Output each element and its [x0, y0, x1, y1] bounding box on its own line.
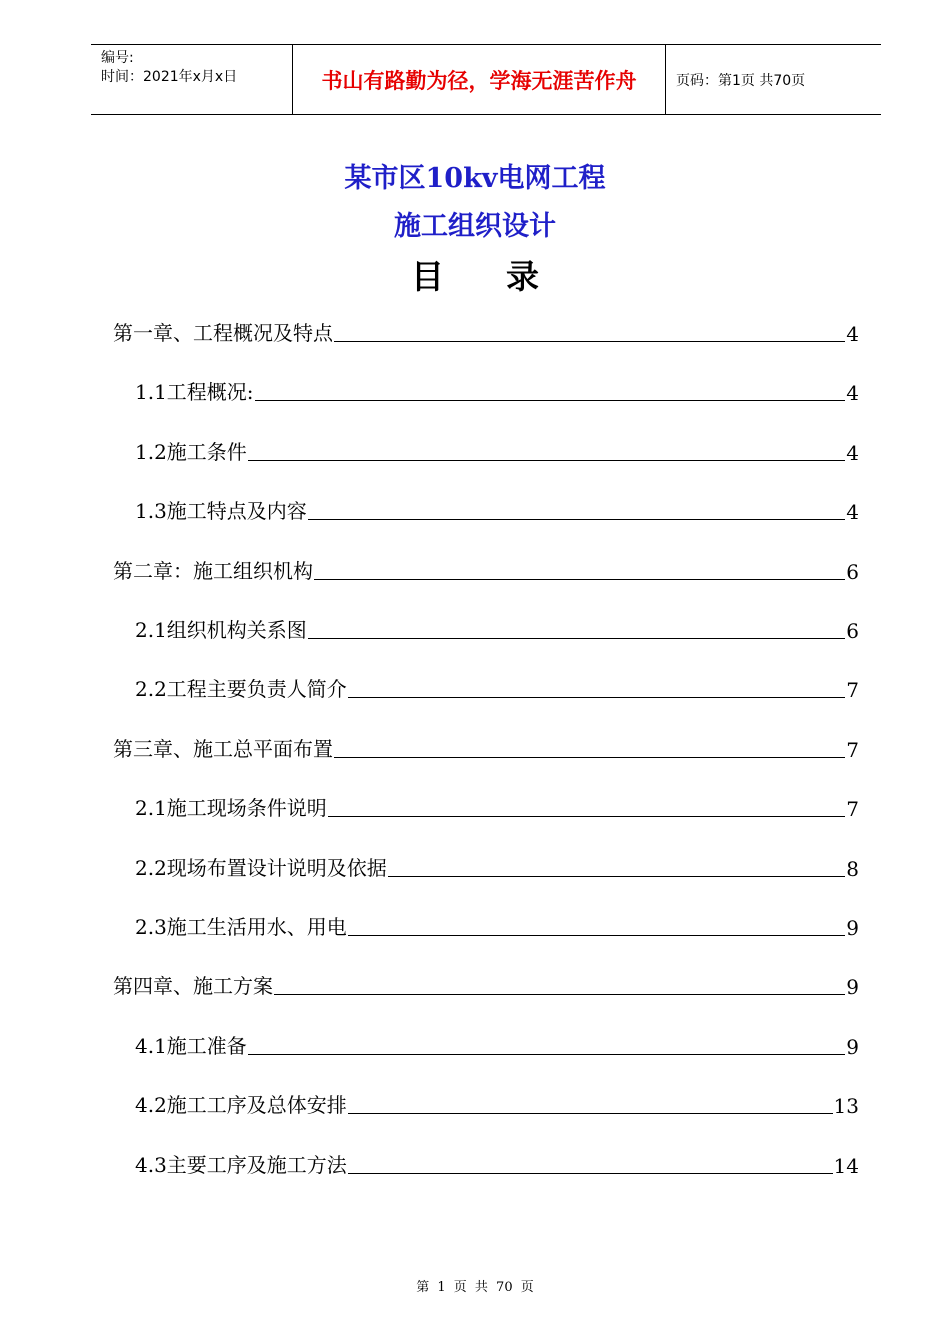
toc-entry-leader — [348, 1112, 833, 1114]
header-motto: 书山有路勤为径，学海无涯苦作舟 — [293, 45, 666, 114]
toc-entry[interactable] — [135, 375, 859, 405]
toc-entry-page: 14 — [833, 1153, 859, 1178]
toc-entry-label: 第四章、施工方案 — [113, 974, 273, 999]
toc-entry-page: 4 — [846, 322, 859, 346]
toc-entry[interactable] — [135, 851, 859, 881]
toc-entry-label: 2.1组织机构关系图 — [135, 618, 307, 642]
toc-heading: 目录 — [411, 257, 601, 296]
toc-entry-page: 7 — [846, 797, 859, 822]
toc-entry-leader — [348, 1172, 833, 1174]
toc-entry-label: 1.1工程概况: — [135, 380, 254, 405]
toc-entry-page: 8 — [846, 856, 859, 881]
toc-entry-page: 6 — [846, 619, 859, 643]
toc-entry-leader — [328, 815, 845, 817]
toc-entry-label: 2.2工程主要负责人简介 — [135, 677, 347, 702]
toc-entry[interactable] — [113, 554, 859, 584]
toc-entry-page: 9 — [846, 1034, 859, 1059]
page-footer: 第 1 页 共 70 页 — [416, 1280, 534, 1295]
toc-entry-label: 4.3主要工序及施工方法 — [135, 1152, 347, 1177]
toc-entry-leader — [314, 578, 845, 580]
toc-entry-page: 4 — [846, 381, 859, 406]
toc-entry-label: 1.3施工特点及内容 — [135, 499, 307, 524]
toc-entry-label: 第一章、工程概况及特点 — [113, 321, 333, 345]
page-header — [91, 44, 881, 115]
header-meta — [91, 45, 293, 114]
toc-entry[interactable] — [135, 1088, 859, 1118]
toc-entry[interactable] — [135, 910, 859, 940]
toc-entry-leader — [308, 637, 845, 639]
toc-entry-page: 9 — [846, 916, 859, 940]
toc-entry-leader — [388, 875, 845, 877]
header-number-label: 编号: — [101, 50, 134, 66]
toc-entry-label: 2.1施工现场条件说明 — [135, 796, 327, 821]
toc-entry-leader — [348, 696, 845, 698]
toc-entry[interactable] — [135, 613, 859, 643]
toc-entry-label: 4.2施工工序及总体安排 — [135, 1093, 347, 1118]
toc-entry[interactable] — [113, 969, 859, 999]
toc-entry-label: 第三章、施工总平面布置 — [113, 736, 333, 761]
toc-entry-leader — [348, 934, 845, 936]
header-page-info: 页码：第1页 共70页 — [676, 72, 806, 89]
header-time-label: 时间：2021年x月x日 — [101, 69, 238, 85]
document-title-line2: 施工组织设计 — [394, 211, 556, 242]
toc-entry-label: 2.3施工生活用水、用电 — [135, 915, 347, 939]
toc-entry-page: 4 — [846, 500, 859, 525]
toc-entry-leader — [274, 993, 845, 995]
toc-entry[interactable] — [135, 494, 859, 524]
toc-entry[interactable] — [113, 732, 859, 762]
toc-entry[interactable] — [135, 1029, 859, 1059]
toc-entry[interactable] — [135, 672, 859, 702]
toc-entry-leader — [248, 459, 845, 461]
toc-entry[interactable] — [135, 435, 859, 465]
toc-entry-page: 13 — [833, 1094, 859, 1119]
toc-entry-page: 9 — [846, 975, 859, 1000]
toc-entry[interactable] — [135, 1148, 859, 1178]
toc-entry-leader — [334, 756, 845, 758]
toc-entry-leader — [308, 518, 845, 520]
toc-entry-label: 4.1施工准备 — [135, 1033, 247, 1058]
toc-entry-label: 第二章：施工组织机构 — [113, 558, 313, 583]
toc-entry-leader — [255, 399, 846, 401]
toc-entry-page: 6 — [846, 559, 859, 584]
toc-entry[interactable] — [113, 316, 859, 346]
toc-entry-leader — [334, 340, 845, 342]
document-title-line1: 某市区10kv电网工程 — [344, 163, 606, 194]
toc-entry-page: 7 — [846, 737, 859, 762]
toc-entry-page: 4 — [846, 440, 859, 465]
toc-entry-label: 1.2施工条件 — [135, 439, 247, 464]
toc-entry[interactable] — [135, 791, 859, 821]
toc-entry-page: 7 — [846, 678, 859, 703]
toc-entry-label: 2.2现场布置设计说明及依据 — [135, 855, 387, 880]
toc-entry-leader — [248, 1053, 845, 1055]
